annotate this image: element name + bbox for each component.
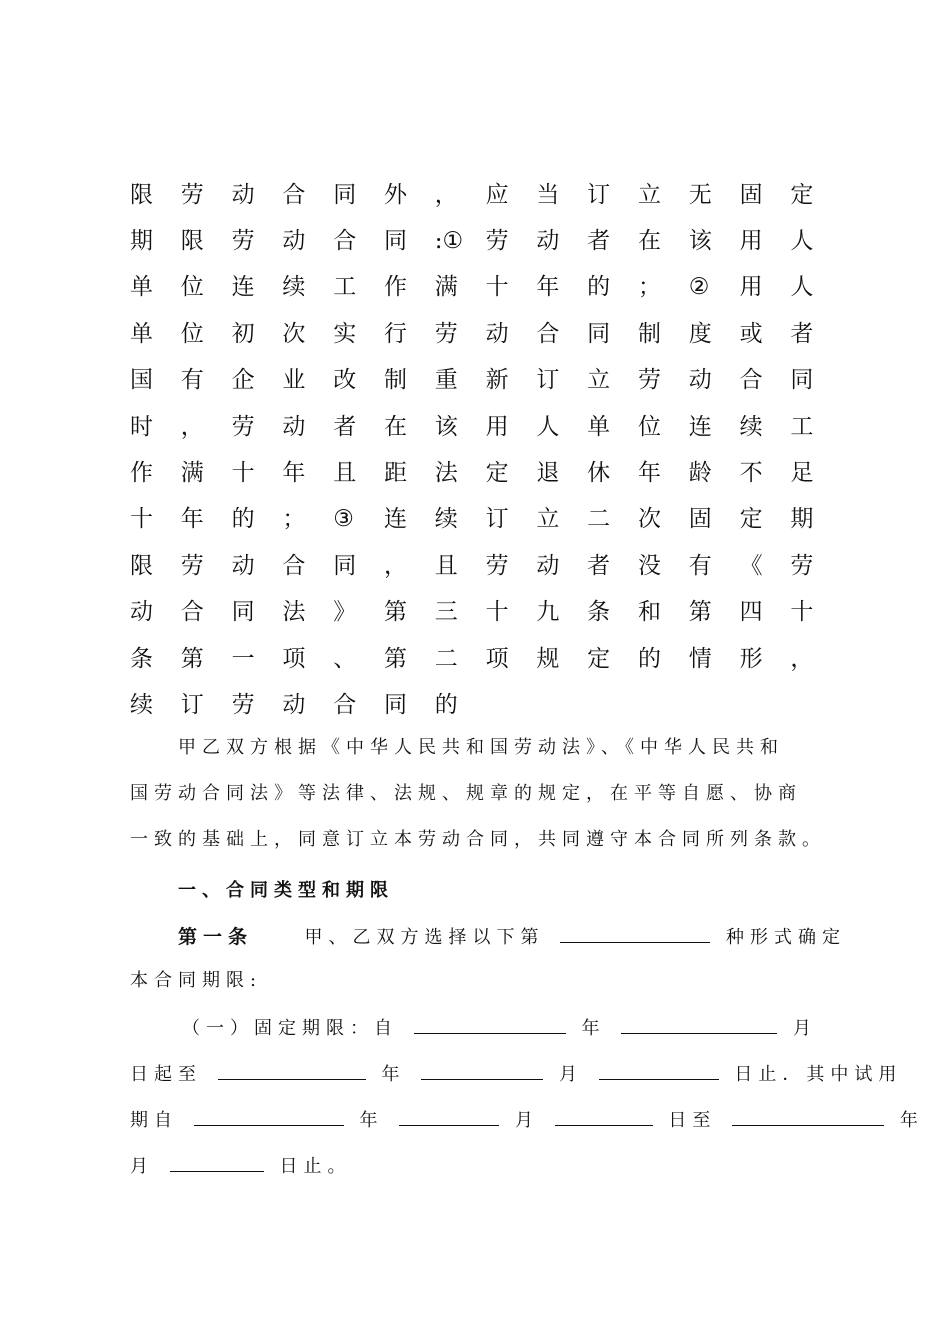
grid-character: 动: [536, 228, 560, 255]
grid-line: [130, 404, 830, 450]
grid-character: 位: [180, 320, 204, 347]
grid-character: 同: [383, 228, 407, 255]
grid-character: 制: [383, 367, 407, 394]
grid-character: 法: [282, 599, 306, 626]
grid-character: 同: [231, 599, 255, 626]
grid-character: 续: [739, 413, 763, 440]
grid-character: 期: [130, 228, 153, 255]
grid-character: 订: [180, 691, 204, 718]
grid-character: 劳: [637, 367, 661, 394]
grid-character: ，: [434, 181, 458, 208]
grid-character: 国: [130, 367, 153, 394]
grid-character: 有: [688, 552, 712, 579]
grid-character: 者: [587, 228, 611, 255]
grid-character: 立: [637, 181, 661, 208]
grid-character: 单: [130, 274, 153, 301]
grid-character: 第: [383, 645, 407, 672]
grid-character: 外: [383, 181, 407, 208]
month-label: 月: [792, 1018, 817, 1039]
grid-character: 十: [485, 274, 509, 301]
grid-character: 度: [688, 320, 712, 347]
end-year-blank[interactable]: [218, 1059, 366, 1080]
grid-character: 四: [739, 599, 763, 626]
grid-character: 的: [637, 645, 661, 672]
grid-character: 龄: [688, 460, 712, 487]
grid-character: 固: [688, 506, 712, 533]
grid-character: 连: [688, 413, 712, 440]
grid-character: 第: [688, 599, 712, 626]
grid-character: 年: [536, 274, 560, 301]
grid-line: [130, 543, 830, 589]
grid-character: 改: [333, 367, 357, 394]
grid-line: [130, 590, 830, 636]
grid-character: 单: [587, 413, 611, 440]
grid-character: 动: [231, 181, 255, 208]
grid-character: 无: [688, 181, 712, 208]
grid-line: [130, 682, 830, 728]
grid-character: :①: [434, 228, 464, 255]
grid-character: 十: [130, 506, 153, 533]
month-label: 月: [558, 1064, 583, 1085]
grid-character: 该: [688, 228, 712, 255]
grid-character: 者: [790, 320, 814, 347]
grid-character: 《: [739, 552, 763, 579]
grid-character: 和: [637, 599, 661, 626]
text: 日止．其中试用: [734, 1064, 903, 1085]
article-title: 第一条: [178, 926, 254, 948]
grid-character: 动: [231, 552, 255, 579]
grid-character: 退: [536, 460, 560, 487]
grid-character: 合: [739, 367, 763, 394]
preamble-line: 国劳动合同法》等法律、法规、规章的规定，在平等自愿、协商: [130, 783, 802, 804]
grid-character: 续: [434, 506, 458, 533]
year-label: 年: [359, 1110, 384, 1131]
grid-character: 者: [333, 413, 357, 440]
grid-character: 用: [739, 228, 763, 255]
grid-character: 第: [383, 599, 407, 626]
grid-character: 动: [130, 599, 153, 626]
year-label: 年: [899, 1110, 924, 1131]
grid-character: ；: [637, 274, 661, 301]
grid-character: 劳: [485, 552, 509, 579]
fixed-term-label: （一）固定期限：自: [182, 1018, 398, 1039]
grid-character: 二: [587, 506, 611, 533]
contract-form-blank[interactable]: [560, 922, 710, 943]
grid-character: 行: [383, 320, 407, 347]
grid-character: 企: [231, 367, 255, 394]
grid-character: ；: [282, 506, 306, 533]
article-text: 甲、乙双方选择以下第: [304, 927, 545, 948]
probation-start-year-blank[interactable]: [194, 1105, 344, 1126]
grid-character: 定: [790, 181, 814, 208]
grid-character: 连: [231, 274, 255, 301]
grid-character: 同: [333, 552, 357, 579]
grid-line: [130, 218, 830, 264]
article-text: 种形式确定: [725, 927, 846, 948]
preamble: [130, 735, 830, 873]
grid-character: 订: [485, 506, 509, 533]
grid-character: 合: [536, 320, 560, 347]
grid-character: 不: [739, 460, 763, 487]
grid-character: 动: [282, 691, 306, 718]
grid-line: [130, 636, 830, 682]
preamble-line: 一致的基础上，同意订立本劳动合同，共同遵守本合同所列条款。: [130, 829, 826, 850]
grid-character: 者: [587, 552, 611, 579]
grid-character: 动: [688, 367, 712, 394]
grid-character: 动: [536, 552, 560, 579]
grid-character: 工: [790, 413, 814, 440]
grid-character: 九: [536, 599, 560, 626]
grid-character: 定: [587, 645, 611, 672]
end-month-blank[interactable]: [421, 1059, 543, 1080]
grid-character: 三: [434, 599, 458, 626]
preamble-line: 甲乙双方根据《中华人民共和国劳动法》、《中华人民共和: [178, 737, 784, 758]
text: 期自: [130, 1110, 178, 1131]
grid-character: 作: [383, 274, 407, 301]
grid-character: ③: [333, 506, 354, 533]
grid-character: 在: [383, 413, 407, 440]
grid-character: 限: [130, 552, 153, 579]
grid-character: 年: [637, 460, 661, 487]
grid-character: 用: [739, 274, 763, 301]
grid-character: 项: [485, 645, 509, 672]
grid-character: 合: [333, 691, 357, 718]
grid-line: [130, 311, 830, 357]
grid-character: 合: [282, 181, 306, 208]
probation-end-year-blank[interactable]: [732, 1105, 884, 1126]
grid-character: 规: [536, 645, 560, 672]
grid-character: 年: [282, 460, 306, 487]
grid-character: 当: [536, 181, 560, 208]
grid-character: 动: [282, 413, 306, 440]
grid-character: 劳: [434, 320, 458, 347]
grid-character: 形: [739, 645, 763, 672]
probation-end-month-blank[interactable]: [170, 1151, 264, 1172]
text: 日起至: [130, 1064, 202, 1085]
grid-character: 劳: [790, 552, 814, 579]
grid-line: [130, 265, 830, 311]
grid-character: 合: [333, 228, 357, 255]
grid-character: 满: [434, 274, 458, 301]
grid-character: 限: [180, 228, 204, 255]
grid-character: 条: [587, 599, 611, 626]
grid-character: 》: [333, 599, 357, 626]
grid-character: 十: [485, 599, 509, 626]
year-label: 年: [381, 1064, 406, 1085]
grid-character: 合: [180, 599, 204, 626]
grid-character: 二: [434, 645, 458, 672]
grid-character: 十: [790, 599, 814, 626]
grid-character: 同: [790, 367, 814, 394]
month-label: 月: [514, 1110, 539, 1131]
grid-character: 合: [282, 552, 306, 579]
fixed-term-section: [130, 1013, 924, 1197]
probation-start-day-blank[interactable]: [555, 1105, 653, 1126]
section-heading: 一、合同类型和期限: [178, 880, 394, 901]
grid-character: 劳: [485, 228, 509, 255]
grid-character: ②: [688, 274, 710, 301]
contract-conditions-grid: [130, 172, 830, 729]
article-text: 本合同期限:: [130, 970, 263, 991]
grid-character: 动: [485, 320, 509, 347]
grid-character: 固: [739, 181, 763, 208]
grid-character: 制: [637, 320, 661, 347]
grid-character: 位: [180, 274, 204, 301]
grid-character: 应: [485, 181, 509, 208]
grid-character: 立: [536, 506, 560, 533]
grid-character: 且: [434, 552, 458, 579]
grid-character: 足: [790, 460, 814, 487]
grid-character: 初: [231, 320, 255, 347]
grid-character: 动: [282, 228, 306, 255]
grid-character: 劳: [180, 552, 204, 579]
grid-character: 人: [790, 274, 814, 301]
grid-character: 的: [434, 691, 458, 718]
grid-character: 业: [282, 367, 306, 394]
grid-character: 该: [434, 413, 458, 440]
grid-character: 且: [333, 460, 357, 487]
grid-character: 期: [790, 506, 814, 533]
grid-character: 单: [130, 320, 153, 347]
grid-character: 的: [231, 506, 255, 533]
grid-character: ，: [383, 552, 407, 579]
grid-character: 同: [333, 181, 357, 208]
grid-character: 一: [231, 645, 255, 672]
grid-character: 新: [485, 367, 509, 394]
grid-character: 立: [587, 367, 611, 394]
grid-character: 连: [383, 506, 407, 533]
grid-line: [130, 450, 830, 496]
grid-character: 重: [434, 367, 458, 394]
grid-character: 劳: [231, 691, 255, 718]
grid-character: 同: [383, 691, 407, 718]
grid-line: [130, 497, 830, 543]
grid-character: 有: [180, 367, 204, 394]
grid-character: 或: [739, 320, 763, 347]
grid-character: ，: [790, 645, 814, 672]
grid-character: 续: [282, 274, 306, 301]
grid-character: 次: [637, 506, 661, 533]
grid-character: 用: [485, 413, 509, 440]
grid-character: 距: [383, 460, 407, 487]
start-year-blank[interactable]: [414, 1013, 566, 1034]
start-month-blank[interactable]: [621, 1013, 777, 1034]
month-label: 月: [130, 1156, 154, 1177]
grid-character: 劳: [180, 181, 204, 208]
grid-character: 十: [231, 460, 255, 487]
grid-character: 订: [587, 181, 611, 208]
grid-character: 休: [587, 460, 611, 487]
grid-character: 的: [587, 274, 611, 301]
grid-character: 人: [790, 228, 814, 255]
grid-character: 法: [434, 460, 458, 487]
grid-character: 年: [180, 506, 204, 533]
grid-character: 次: [282, 320, 306, 347]
grid-line: [130, 172, 830, 218]
grid-character: 订: [536, 367, 560, 394]
grid-character: 续: [130, 691, 153, 718]
grid-character: ，: [180, 413, 204, 440]
grid-character: 时: [130, 413, 153, 440]
end-day-blank[interactable]: [599, 1059, 719, 1080]
text: 日止。: [279, 1156, 352, 1177]
grid-character: 实: [333, 320, 357, 347]
grid-character: 位: [637, 413, 661, 440]
grid-character: 定: [485, 460, 509, 487]
grid-character: 第: [180, 645, 204, 672]
probation-start-month-blank[interactable]: [399, 1105, 499, 1126]
grid-character: 工: [333, 274, 357, 301]
grid-line: [130, 358, 830, 404]
article-1: [130, 922, 846, 1014]
grid-character: 人: [536, 413, 560, 440]
grid-character: 满: [180, 460, 204, 487]
grid-character: 定: [739, 506, 763, 533]
grid-character: 项: [282, 645, 306, 672]
grid-character: 、: [333, 645, 357, 672]
grid-character: 没: [637, 552, 661, 579]
grid-character: 作: [130, 460, 153, 487]
grid-character: 条: [130, 645, 153, 672]
grid-character: 限: [130, 181, 153, 208]
grid-character: 情: [688, 645, 712, 672]
grid-character: 劳: [231, 228, 255, 255]
year-label: 年: [581, 1018, 606, 1039]
grid-character: 在: [637, 228, 661, 255]
grid-character: 同: [587, 320, 611, 347]
grid-character: 劳: [231, 413, 255, 440]
text: 日至: [668, 1110, 717, 1131]
